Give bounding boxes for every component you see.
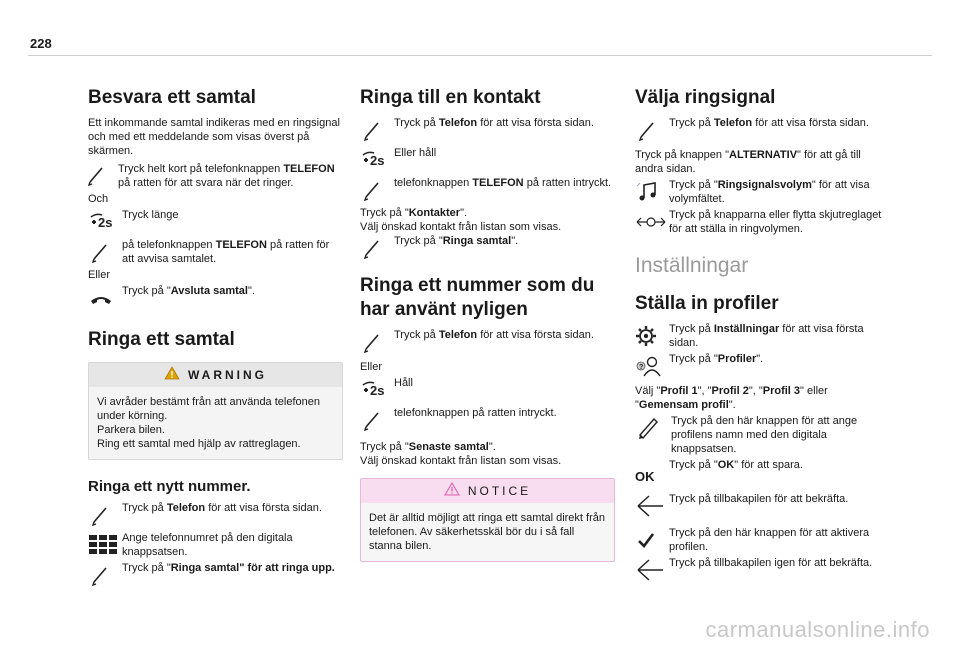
column-3 xyxy=(635,86,890,586)
notice-text: Det är alltid möjligt att ringa ett samtal direkt från telefonen. Av säkerhetsskäl bör du i så fall stanna bilen. xyxy=(369,512,605,552)
profile-icon xyxy=(635,352,669,380)
contacts-line: Tryck på "Kontakter". xyxy=(360,207,468,219)
heading-nytt-nummer: Ringa ett nytt nummer. xyxy=(88,478,251,495)
back-arrow-icon xyxy=(635,556,669,584)
notice-icon xyxy=(444,482,460,501)
step-profiles: ? Tryck på "Profiler". xyxy=(635,352,890,380)
pen-icon xyxy=(88,501,122,529)
page-number: 228 xyxy=(30,36,52,51)
choose-profile-line: Välj "Profil 1", "Profil 2", "Profil 3" eller "Gemensam profil". xyxy=(635,385,828,411)
heading-profiler: Ställa in profiler xyxy=(635,293,779,314)
top-rule xyxy=(28,55,932,56)
step-phone-first-2: Tryck på Telefon för att visa första sidan. xyxy=(360,328,615,356)
choose-contact-line: Välj önskad kontakt från listan som visas. xyxy=(360,221,562,233)
keypad-icon xyxy=(88,531,122,559)
steering-button-icon xyxy=(360,146,394,174)
step-long-press: 2s Tryck länge xyxy=(88,208,343,236)
step-call: Tryck på "Ringa samtal" för att ringa upp. xyxy=(88,561,343,589)
notice-box xyxy=(360,478,615,562)
hang-up-icon xyxy=(88,284,122,312)
notice-title: NOTICE xyxy=(467,484,532,498)
step-back-again: Tryck på tillbakapilen igen för att bekräfta. xyxy=(635,556,890,584)
step-reject: på telefonknappen TELEFON på ratten för att avvisa samtalet. xyxy=(88,238,343,266)
heading-ringa-samtal: Ringa ett samtal xyxy=(88,329,235,350)
svg-text:?: ? xyxy=(639,364,644,371)
och-text: Och xyxy=(88,193,109,205)
choose-contact-line: Välj önskad kontakt från listan som visas. xyxy=(360,455,562,467)
step-settings: Tryck på Inställningar för att visa första sidan. xyxy=(635,322,890,350)
step-phone-first: Tryck på Telefon för att visa första sidan. xyxy=(88,501,343,529)
music-note-icon xyxy=(635,178,669,206)
step-slider: Tryck på knapparna eller flytta skjutreglaget för att ställa in ringvolymen. xyxy=(635,208,890,236)
step-ok: OK Tryck på "OK" för att spara. xyxy=(635,458,890,486)
pencil-icon xyxy=(635,414,665,442)
pen-icon xyxy=(635,116,669,144)
warning-box xyxy=(88,362,343,460)
section-title: Inställningar xyxy=(635,254,749,277)
step-answer: Tryck helt kort på telefonknappen TELEFON på ratten för att svara när det ringer. xyxy=(88,162,343,190)
pen-icon xyxy=(360,406,394,434)
gear-icon xyxy=(635,322,669,350)
eller-text: Eller xyxy=(88,269,111,281)
step-name-profile: Tryck på den här knappen för att ange profilens namn med den digitala knappsatsen. xyxy=(635,414,890,456)
svg-text:2s: 2s xyxy=(98,215,113,230)
recent-calls-line: Tryck på "Senaste samtal". xyxy=(360,441,496,453)
step-phone-button: telefonknappen TELEFON på ratten intryckt. xyxy=(360,176,615,204)
warning-title: WARNING xyxy=(188,368,267,382)
pen-icon xyxy=(360,116,394,144)
watermark: carmanualsonline.info xyxy=(705,617,930,642)
pen-icon xyxy=(88,238,122,266)
pen-icon xyxy=(360,328,394,356)
step-phone-first: Tryck på Telefon för att visa första sidan. xyxy=(360,116,615,144)
heading-kontakt: Ringa till en kontakt xyxy=(360,87,541,108)
step-back: Tryck på tillbakapilen för att bekräfta. xyxy=(635,492,890,520)
column-1 xyxy=(88,86,343,591)
step-hold: 2s Eller håll xyxy=(360,146,615,174)
pen-icon xyxy=(84,162,114,190)
eller-text: Eller xyxy=(360,361,383,373)
step-volume: Tryck på "Ringsignalsvolym" för att visa volymfältet. xyxy=(635,178,890,206)
steering-button-icon xyxy=(88,208,122,236)
steering-button-icon xyxy=(360,376,394,404)
step-activate: Tryck på den här knappen för att aktivera profilen. xyxy=(635,526,890,554)
pen-icon xyxy=(360,234,394,262)
intro-text: Ett inkommande samtal indikeras med en ringsignal och med ett meddelande som visas överst på skärmen. xyxy=(88,117,340,157)
pen-icon xyxy=(88,561,122,589)
heading-besvara: Besvara ett samtal xyxy=(88,87,256,108)
checkmark-icon xyxy=(635,526,669,554)
svg-text:2s: 2s xyxy=(370,153,385,168)
step-ring: Tryck på "Ringa samtal". xyxy=(360,234,615,262)
warning-text: Vi avråder bestämt från att använda telefonen under körning. xyxy=(97,396,320,422)
heading-nyligen: Ringa ett nummer som du har använt nyligen xyxy=(360,275,595,320)
warning-icon xyxy=(164,366,180,385)
step-keypad: Ange telefonnumret på den digitala knappsatsen. xyxy=(88,531,343,559)
svg-text:2s: 2s xyxy=(370,383,385,398)
pen-icon xyxy=(360,176,394,204)
step-phone-button-2: telefonknappen på ratten intryckt. xyxy=(360,406,615,434)
back-arrow-icon xyxy=(635,492,669,520)
ok-icon: OK xyxy=(635,468,655,484)
step-hold-2: 2s Håll xyxy=(360,376,615,404)
step-end-call: Tryck på "Avsluta samtal". xyxy=(88,284,343,312)
step-phone-first: Tryck på Telefon för att visa första sidan. xyxy=(635,116,890,144)
slider-icon xyxy=(635,208,669,236)
heading-ringsignal: Välja ringsignal xyxy=(635,87,776,108)
alternativ-line: Tryck på knappen "ALTERNATIV" för att gå till andra sidan. xyxy=(635,149,861,175)
warning-text: Ring ett samtal med hjälp av rattreglagen. xyxy=(97,438,301,450)
warning-text: Parkera bilen. xyxy=(97,424,165,436)
column-2 xyxy=(360,86,615,576)
